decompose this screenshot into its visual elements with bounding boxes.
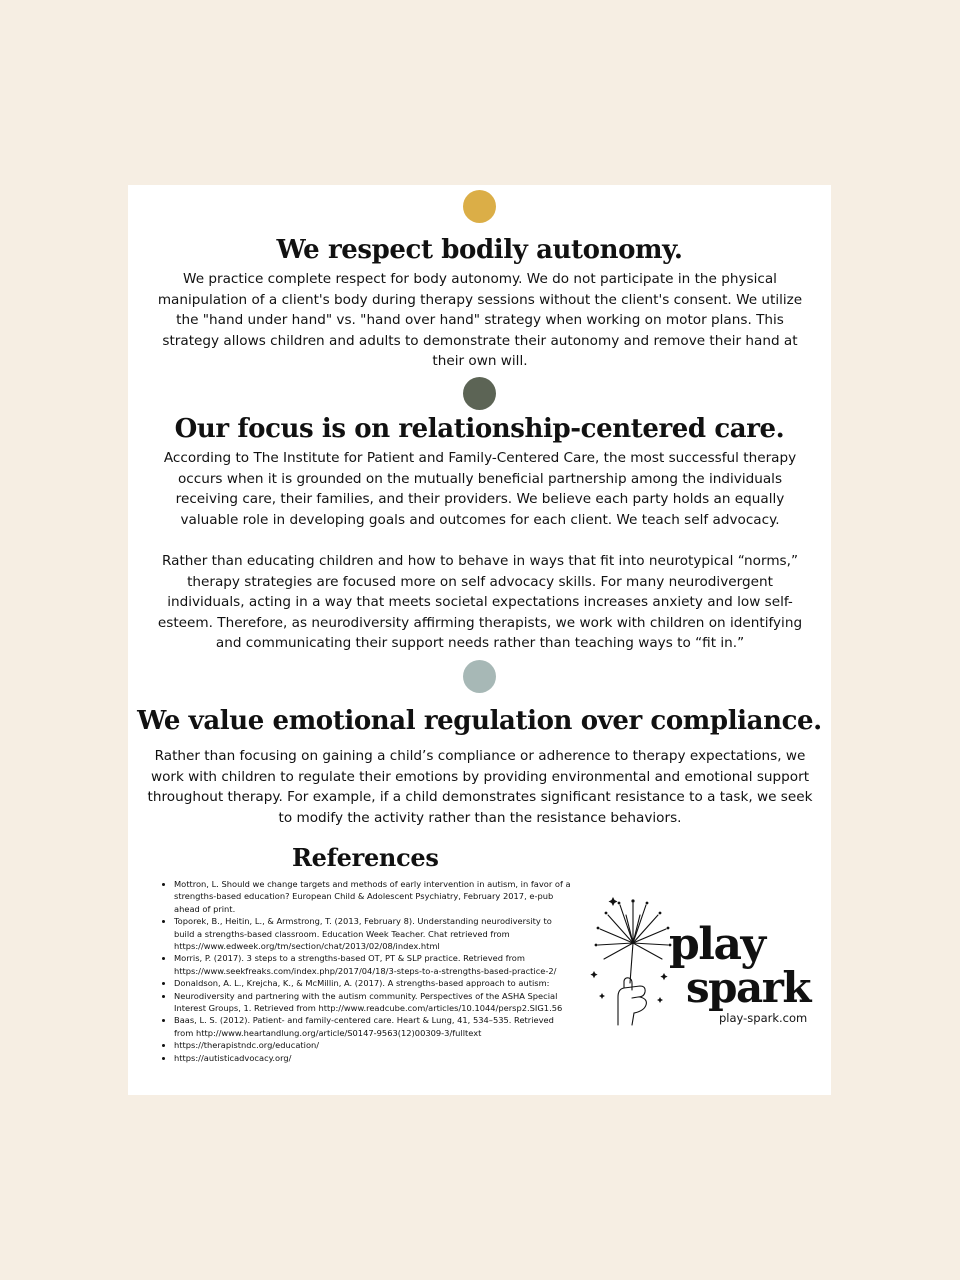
- reference-item: • Neurodiversity and partnering with the autism community. Perspectives of the ASHA Special Interest Groups, 1. Retrieved from http://www.readcube.com/articles/10.1044/persp2.SIG1.56: [174, 990, 572, 1015]
- sage-dot: [463, 660, 496, 693]
- section-heading-emotional-regulation: We value emotional regulation over compliance.: [137, 706, 822, 736]
- reference-item: • https://therapistndc.org/education/: [174, 1039, 572, 1051]
- section-text-self-advocacy: Rather than educating children and how to behave in ways that fit into neurotypical “norms,” therapy strategies are focused more on self advocacy skills. For many neurodivergent individuals, acting in a way that meets societal expectations increases anxiety and low self-esteem. Therefore, as neurodiversity affirming therapists, we work with children on identifying and communicating their support needs rather than teaching ways to “fit in.”: [157, 553, 803, 652]
- logo-url: play-spark.com: [719, 1011, 808, 1025]
- olive-dot: [463, 377, 496, 410]
- references-list: [160, 878, 572, 1064]
- logo-word-spark: spark: [686, 963, 810, 1012]
- reference-item: • Toporek, B., Heitin, L., & Armstrong, T. (2013, February 8). Understanding neurodiversity to build a strengths-based classroom. Education Week Teacher. Chat retrieved from https://www.edweek.org/tm/section/chat/2013/02/08/index.html: [174, 915, 572, 952]
- reference-item: • Donaldson, A. L., Krejcha, K., & McMillin, A. (2017). A strengths-based approach to autism:: [174, 977, 572, 989]
- reference-item: • Baas, L. S. (2012). Patient- and family-centered care. Heart & Lung, 41, 534–535. Retrieved from http://www.heartandlung.org/article/S0147-9563(12)00309-3/fulltext: [174, 1014, 572, 1039]
- section-heading-relationship-care: Our focus is on relationship-centered care.: [174, 414, 785, 444]
- section-text-emotional-regulation: Rather than focusing on gaining a child’s compliance or adherence to therapy expectations, we work with children to regulate their emotions by providing environmental and emotional support throughout therapy. For example, if a child demonstrates significant resistance to a task, we seek to modify the activity rather than the resistance behaviors.: [147, 748, 813, 826]
- logo-word-play: play: [669, 919, 765, 970]
- reference-item: • Mottron, L. Should we change targets and methods of early intervention in autism, in favor of a strengths-based education? European Child & Adolescent Psychiatry, February 2017, e-pub ahead of print.: [174, 878, 572, 915]
- references-title: References: [292, 843, 439, 872]
- play-spark-logo: [588, 893, 818, 1033]
- section-text-relationship-care: According to The Institute for Patient and Family-Centered Care, the most successful therapy occurs when it is grounded on the mutually beneficial partnership among the individuals receiving care, their families, and their providers. We believe each party holds an equally valuable role in developing goals and outcomes for each client. We teach self advocacy.: [163, 450, 797, 528]
- mustard-dot: [463, 190, 496, 223]
- reference-item: • https://autisticadvocacy.org/: [174, 1052, 572, 1064]
- hand-holding-sparkler-icon: [588, 893, 674, 1033]
- section-text-bodily-autonomy: We practice complete respect for body autonomy. We do not participate in the physical manipulation of a client's body during therapy sessions without the client's consent. We utilize the "hand under hand" vs. "hand over hand" strategy when working on motor plans. This strategy allows children and adults to demonstrate their autonomy and remove their hand at their own will.: [157, 271, 803, 370]
- section-heading-bodily-autonomy: We respect bodily autonomy.: [276, 235, 683, 265]
- reference-item: • Morris, P. (2017). 3 steps to a strengths-based OT, PT & SLP practice. Retrieved from https://www.seekfreaks.com/index.php/2017/04/18/3-steps-to-a-strengths-based-practice-2/: [174, 952, 572, 977]
